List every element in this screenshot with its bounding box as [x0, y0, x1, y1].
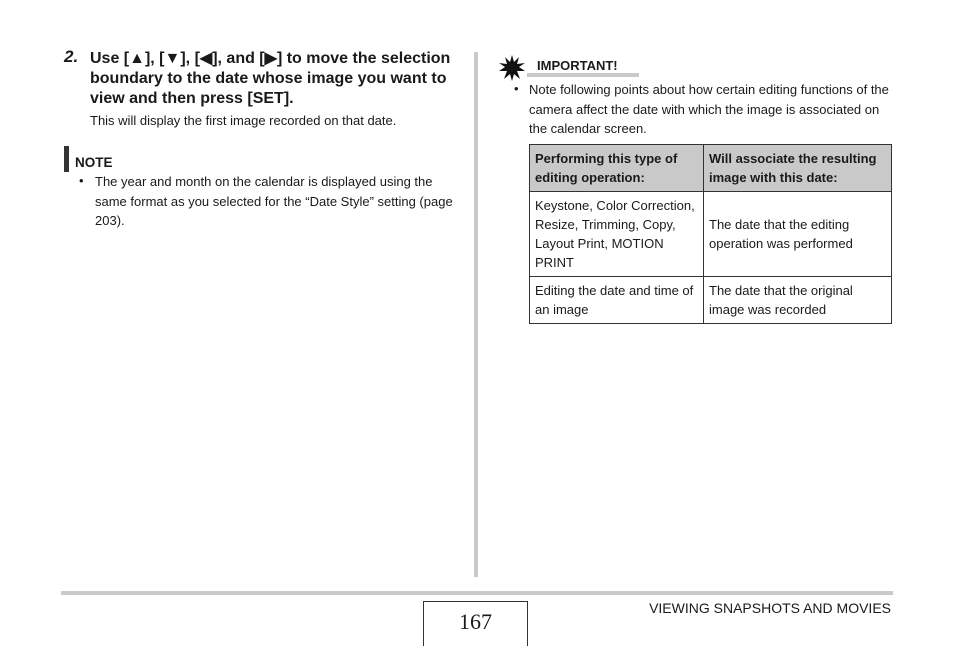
bullet-icon: • — [79, 173, 84, 188]
table-header-cell: Performing this type of editing operation: — [530, 145, 704, 192]
page-number-box — [423, 601, 528, 646]
bullet-icon: • — [514, 81, 519, 96]
column-divider — [474, 52, 478, 577]
important-bullet: Note following points about how certain editing functions of the camera affect the date with which the image is associated on the calendar screen. — [529, 82, 889, 136]
table-cell: The date that the editing operation was performed — [704, 192, 892, 277]
step-instruction: Use [▲], [▼], [◀], and [▶] to move the selection boundary to the date whose image you want to view and then press [SET]. — [90, 50, 451, 107]
table-row — [530, 192, 892, 277]
table-row — [530, 277, 892, 324]
editing-date-table — [529, 144, 892, 324]
step-result: This will display the first image recorded on that date. — [90, 113, 397, 128]
page-number: 167 — [459, 609, 492, 634]
note-marker-bar — [64, 146, 69, 172]
footer-rule — [61, 591, 893, 595]
table-header-cell: Will associate the resulting image with this date: — [704, 145, 892, 192]
table-header-row — [530, 145, 892, 192]
starburst-icon — [499, 55, 525, 81]
step-number: 2. — [64, 47, 79, 66]
section-title: VIEWING SNAPSHOTS AND MOVIES — [649, 600, 891, 616]
important-underline — [527, 73, 639, 77]
table-cell: The date that the original image was recorded — [704, 277, 892, 324]
important-title: IMPORTANT! — [537, 58, 618, 73]
table-cell: Editing the date and time of an image — [530, 277, 704, 324]
note-title: NOTE — [75, 155, 113, 170]
table-cell: Keystone, Color Correction, Resize, Trimming, Copy, Layout Print, MOTION PRINT — [530, 192, 704, 277]
note-bullet: The year and month on the calendar is displayed using the same format as you selected for the “Date Style” setting (page 203). — [95, 174, 453, 228]
